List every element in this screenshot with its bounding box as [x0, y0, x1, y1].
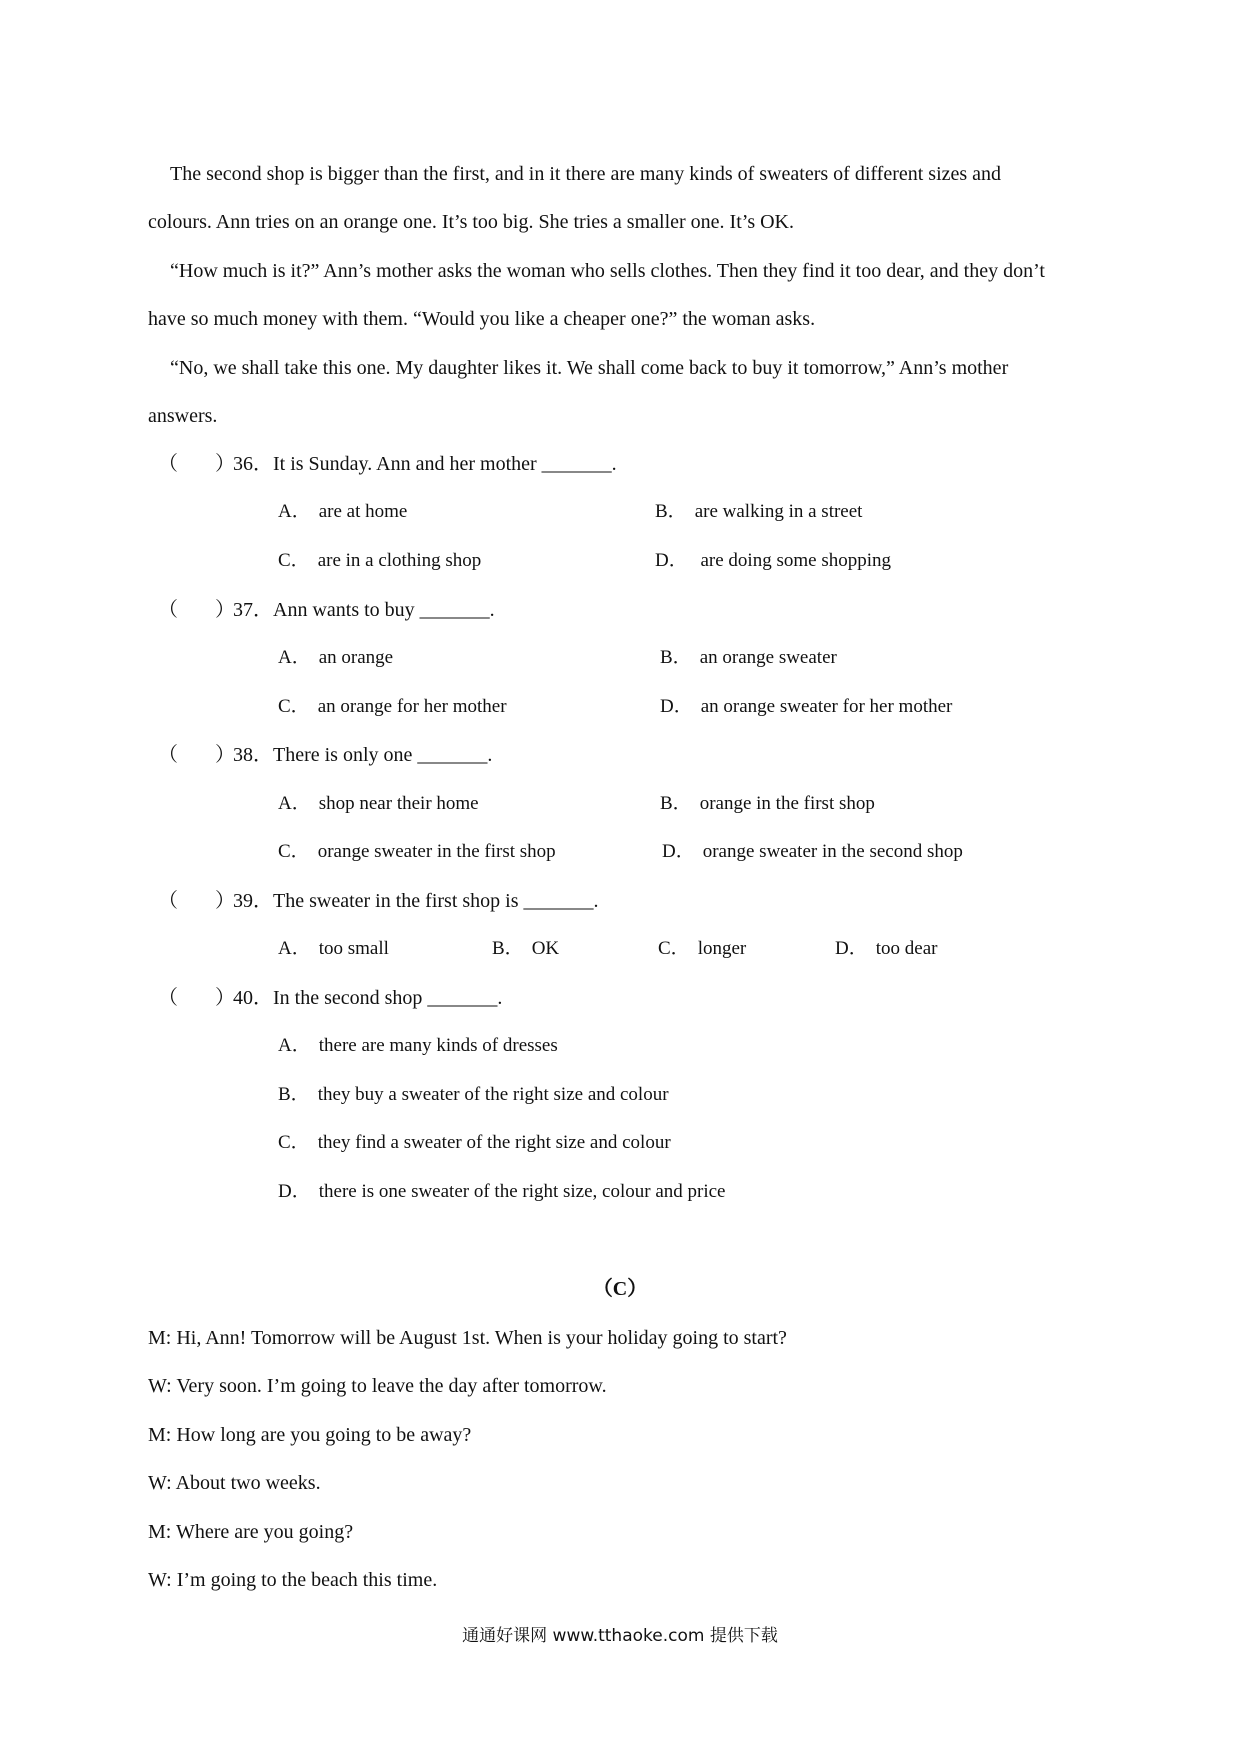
option-b	[492, 937, 559, 961]
answer-paren-close: ）	[215, 453, 235, 475]
answer-paren-close: ）	[215, 599, 235, 621]
option-text: OK	[531, 938, 560, 959]
option-d	[835, 937, 937, 961]
dialogue-line: M: Where are you going?	[148, 1521, 354, 1543]
dialogue-line: W: About two weeks.	[148, 1472, 321, 1494]
option-letter: B．	[660, 793, 692, 814]
option-letter: D．	[835, 938, 868, 959]
option-letter: D．	[662, 841, 695, 862]
option-text: are in a clothing shop	[317, 550, 482, 571]
option-text: orange in the first shop	[699, 793, 875, 814]
option-text: orange sweater in the second shop	[702, 841, 963, 862]
option-a	[278, 937, 389, 961]
option-text: they buy a sweater of the right size and colour	[317, 1084, 669, 1105]
option-letter: C．	[658, 938, 690, 959]
option-d	[655, 549, 891, 573]
option-text: shop near their home	[318, 793, 479, 814]
answer-paren-open: （	[158, 890, 178, 912]
section-c-title: （C）	[592, 1278, 648, 1300]
option-b	[660, 792, 875, 816]
option-text: too dear	[875, 938, 938, 959]
option-letter: C．	[278, 1132, 310, 1153]
passage-line: have so much money with them. “Would you like a cheaper one?” the woman asks.	[148, 308, 816, 330]
option-text: too small	[318, 938, 389, 959]
option-text: there are many kinds of dresses	[318, 1035, 558, 1056]
option-a	[278, 500, 407, 524]
question-stem: 37．Ann wants to buy _______.	[233, 599, 495, 621]
option-c	[278, 549, 481, 573]
option-b	[660, 646, 837, 670]
option-text: an orange sweater for her mother	[700, 696, 953, 717]
option-text: an orange sweater	[699, 647, 837, 668]
option-d	[660, 695, 952, 719]
option-letter: B．	[278, 1084, 310, 1105]
option-letter: A．	[278, 938, 311, 959]
option-d	[662, 840, 963, 864]
dialogue-line: W: I’m going to the beach this time.	[148, 1569, 438, 1591]
question-stem: 36．It is Sunday. Ann and her mother _______.	[233, 453, 617, 475]
answer-paren-open: （	[158, 453, 178, 475]
answer-paren-close: ）	[215, 744, 235, 766]
answer-paren-open: （	[158, 987, 178, 1009]
option-letter: D．	[655, 550, 688, 571]
option-c	[278, 695, 507, 719]
option-text: orange sweater in the first shop	[317, 841, 556, 862]
passage-line: The second shop is bigger than the first, and in it there are many kinds of sweaters of different sizes and	[170, 163, 1002, 185]
option-letter: B．	[660, 647, 692, 668]
option-letter: C．	[278, 550, 310, 571]
option-b	[655, 500, 862, 524]
option-letter: D．	[278, 1181, 311, 1202]
passage-line: answers.	[148, 405, 218, 427]
option-letter: B．	[492, 938, 524, 959]
option-text: longer	[697, 938, 747, 959]
page-footer: 通通好课网 www.tthaoke.com 提供下载	[462, 1626, 778, 1646]
option-letter: D．	[660, 696, 693, 717]
option-c	[278, 1131, 671, 1155]
option-text: they find a sweater of the right size and colour	[317, 1132, 671, 1153]
option-text: are walking in a street	[694, 501, 863, 522]
option-letter: A．	[278, 1035, 311, 1056]
option-letter: B．	[655, 501, 687, 522]
answer-paren-close: ）	[215, 890, 235, 912]
option-text: are doing some shopping	[695, 550, 891, 571]
option-a	[278, 646, 393, 670]
question-stem: 39．The sweater in the first shop is _______.	[233, 890, 599, 912]
option-b	[278, 1083, 669, 1107]
option-letter: A．	[278, 793, 311, 814]
passage-line: “No, we shall take this one. My daughter likes it. We shall come back to buy it tomorrow,” Ann’s mother	[170, 357, 1009, 379]
option-text: an orange for her mother	[317, 696, 507, 717]
option-text: are at home	[318, 501, 408, 522]
option-c	[658, 937, 746, 961]
question-stem: 38．There is only one _______.	[233, 744, 493, 766]
option-a	[278, 792, 479, 816]
option-c	[278, 840, 556, 864]
option-letter: A．	[278, 647, 311, 668]
option-a	[278, 1034, 558, 1058]
dialogue-line: M: How long are you going to be away?	[148, 1424, 472, 1446]
passage-line: “How much is it?” Ann’s mother asks the woman who sells clothes. Then they find it too dear, and they don’t	[170, 260, 1045, 282]
answer-paren-close: ）	[215, 987, 235, 1009]
question-stem: 40．In the second shop _______.	[233, 987, 503, 1009]
passage-line: colours. Ann tries on an orange one. It’s too big. She tries a smaller one. It’s OK.	[148, 211, 794, 233]
option-text: there is one sweater of the right size, colour and price	[318, 1181, 726, 1202]
option-letter: C．	[278, 696, 310, 717]
dialogue-line: W: Very soon. I’m going to leave the day after tomorrow.	[148, 1375, 607, 1397]
option-text: an orange	[318, 647, 394, 668]
option-letter: C．	[278, 841, 310, 862]
dialogue-line: M: Hi, Ann! Tomorrow will be August 1st. When is your holiday going to start?	[148, 1327, 787, 1349]
answer-paren-open: （	[158, 744, 178, 766]
option-d	[278, 1180, 726, 1204]
option-letter: A．	[278, 501, 311, 522]
answer-paren-open: （	[158, 599, 178, 621]
